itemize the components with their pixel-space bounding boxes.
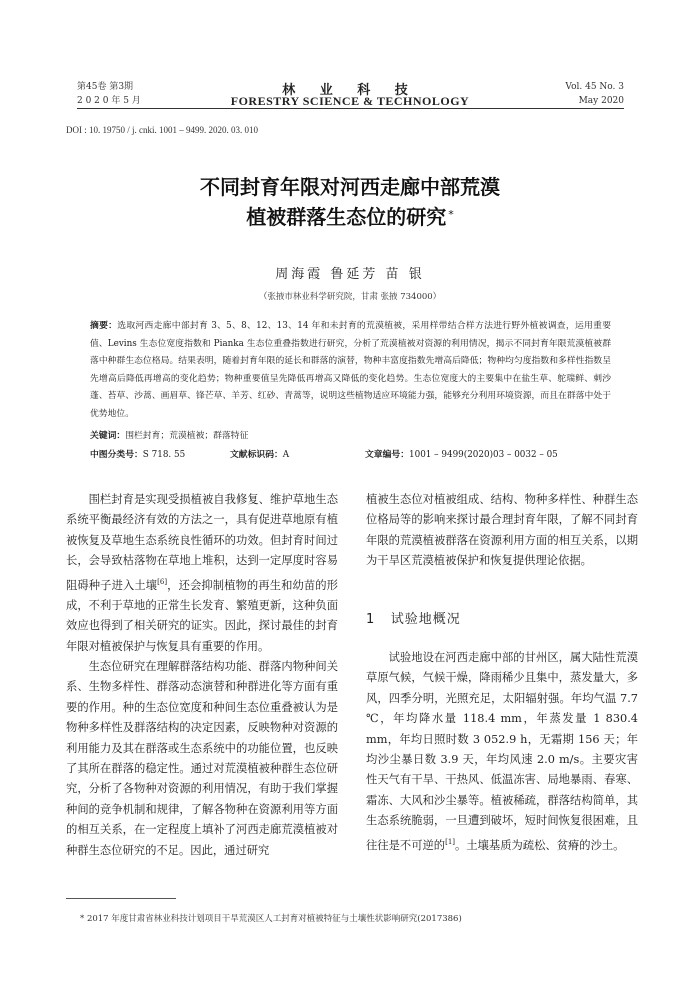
authors: 周海霞 鲁延芳 苗 银	[275, 267, 425, 282]
classification-line	[90, 447, 611, 463]
right-paragraph-1: 植被生态位对植被组成、结构、物种多样性、种群生态位格局等的影响来探讨最合理封育年限，了解不同封育年限的荒漠植被群落在资源利用方面的相互关系，以期为干旱区荒漠植被保护和恢复提供理论依据。	[366, 493, 638, 568]
abstract-text: 选取河西走廊中部封育 3、5、8、12、13、14 年和未封育的荒漠植被，采用样带结合样方法进行野外植被调查，运用重要值、Levins 生态位宽度指数和 Pianka 生态位重叠指数进行研究，分析了荒漠植被对资源的利用情况，揭示不同封育年限荒漠植被群落中种群生态位格局。结果表明，随着封育年限的延长和群落的演替，物种丰富度指数先增高后降低；物种均匀度指数和多样性指数呈先增高后降低再增高的变化趋势；物种重要值呈先降低再增高又降低的变化趋势。生态位宽度大的主要集中在盐生草、鸵瑞鲜、刺沙蓬、苔草、沙蒿、画眉草、锋芒草、羊芳、红砂、青蒿等，说明这些植物适应环境能力强，能够充分利用环境资源，而且在群落中处于优势地位。	[90, 321, 611, 419]
journal-name-en: FORESTRY SCIENCE & TECHNOLOGY	[230, 94, 470, 108]
paper-title	[100, 172, 600, 232]
volume-issue-cn: 第45卷 第3期 2 0 2 0 年 5 月	[77, 82, 141, 106]
header-rule	[77, 108, 624, 109]
footnote: * 2017 年度甘肃省林业科技计划项目干旱荒漠区人工封育对植被特征与土壤性状影响研究(2017386)	[80, 914, 462, 924]
title-line-1: 不同封育年限对河西走廊中部荒漠	[200, 175, 500, 199]
doi: DOI : 10. 19750 / j. cnki. 1001 – 9499. 2020. 03. 010	[66, 125, 258, 135]
left-paragraph-2: 生态位研究在理解群落结构功能、群落内物种间关系、生物多样性、群落动态演替和种群进化等方面有重要的作用。种的生态位宽度和种间生态位重叠被认为是物种多样性及群落结构的决定因素，反映物种对资源的利用能力及其在群落或生态系统中的功能位置，也反映了其所在群落的稳定性。通过对荒漠植被种群生态位研究，分析了各物种对资源的利用情况，有助于我们掌握种间的竞争机制和规律，了解各物种在资源利用等方面的相互关系，在一定程度上填补了河西走廊荒漠植被对种群生态位研究的不足。因此，通过研究	[66, 660, 338, 857]
left-paragraph-1: 围栏封育是实现受损植被自我修复、维护草地生态系统平衡最经济有效的方法之一，具有促进草地原有植被恢复及草地生态系统良性循环的功效。但封育时间过长，会导致枯落物在草地上堆积，达到一定厚度时容易阻碍种子进入土壤[6]，还会抑制植物的再生和幼苗的形成，不利于草地的正常生长发育、繁殖更新，这种负面效应也得到了相关研究的证实。因此，探讨最佳的封育年限对植被保护与恢复具有重要的作用。	[66, 493, 338, 653]
footnote-rule	[66, 898, 176, 899]
keywords-text: 围栏封育；荒漠植被；群落特征	[125, 431, 249, 441]
right-column	[366, 490, 638, 572]
citation-ref: [6]	[157, 577, 168, 586]
document-code: 文献标识码：A	[230, 450, 290, 460]
right-paragraph-2: 试验地设在河西走廊中部的甘州区，属大陆性荒漠草原气候，气候干燥，降雨稀少且集中，蒸发量大，多风，四季分明，光照充足，太阳辐射强。年均气温 7.7 ℃，年均降水量 118.4 mm，年蒸发量 1 830.4 mm，年均日照时数 3 052.9 h，无霜期 156 天；年均沙尘暴日数 3.9 天，年均风速 2.0 m/s。主要灾害性天气有干旱、干热风、低温冻害、局地暴雨、春寒、霜冻、大风和沙尘暴等。植被稀疏，群落结构简单，其生态系统脆弱，一旦遭到破坏，短时间恢复很困难，且往往是不可逆的[1]。土壤基质为疏松、贫瘠的沙土。	[366, 651, 638, 852]
keywords	[90, 428, 248, 441]
section-heading	[366, 608, 461, 627]
citation-ref: [1]	[445, 837, 456, 846]
article-number: 文章编号：1001 – 9499(2020)03 – 0032 – 05	[365, 450, 558, 460]
volume-issue-en: Vol. 45 No. 3 May 2020	[565, 82, 624, 106]
right-paragraph-2-block	[366, 648, 638, 856]
clc-number: 中图分类号：S 718. 55	[90, 450, 186, 460]
journal-name-cn: 林 业 科 技	[282, 83, 418, 98]
abstract-label: 摘要：	[90, 321, 118, 331]
title-line-2: 植被群落生态位的研究 *	[246, 205, 454, 229]
section-title: 试验地概况	[390, 612, 461, 627]
affiliation: （张掖市林业科学研究院，甘肃 张掖 734000）	[258, 292, 442, 302]
section-number: 1	[366, 612, 376, 627]
abstract	[90, 318, 611, 424]
left-column	[66, 490, 338, 861]
keywords-label: 关键词：	[90, 431, 126, 441]
title-footnote-mark: *	[448, 208, 454, 221]
